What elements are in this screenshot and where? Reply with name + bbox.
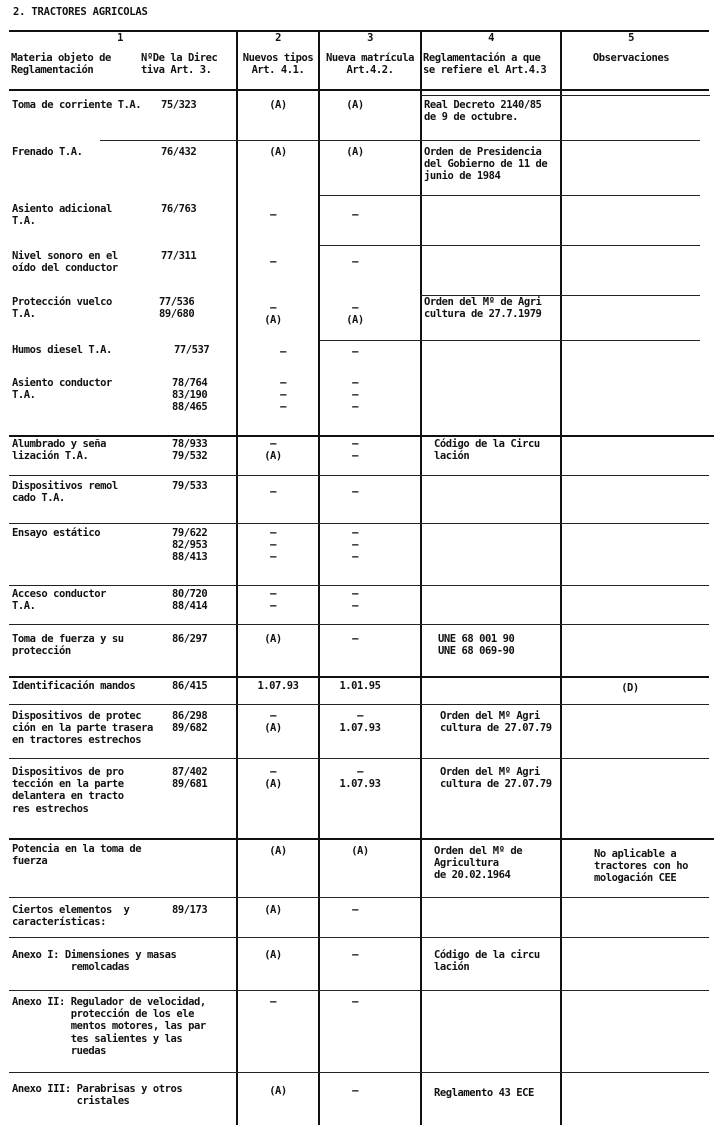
row-separator (9, 758, 709, 759)
nuevos-tipos-cell: – (270, 486, 276, 498)
nuevos-tipos-cell: (A) (264, 904, 282, 916)
materia-cell: Dispositivos de protec ción en la parte trasera en tractores estrechos (12, 710, 153, 747)
nuevos-tipos-cell: 1.07.93 (257, 680, 299, 692)
header-col5-number: 5 (628, 32, 634, 44)
reglamentacion-cell: Real Decreto 2140/85 de 9 de octubre. (424, 99, 542, 124)
reglamentacion-cell: Orden de Presidencia del Gobierno de 11 de junio de 1984 (424, 146, 548, 183)
materia-cell: Protección vuelco T.A. (12, 296, 112, 321)
materia-cell: Nivel sonoro en el oído del conductor (12, 250, 118, 275)
nuevos-tipos-cell: (A) (269, 845, 287, 857)
observaciones-cell: (D) (621, 682, 639, 694)
reglamentacion-cell: Orden del Mº de Agri cultura de 27.7.1979 (424, 296, 542, 321)
reglamentacion-cell: Orden del Mº Agri cultura de 27.07.79 (440, 710, 552, 735)
header-directiva: NºDe la Direc tiva Art. 3. (141, 52, 218, 77)
row-separator (9, 624, 709, 625)
nuevos-tipos-cell: – – (270, 588, 276, 613)
directiva-cell: 79/533 (172, 480, 208, 492)
materia-cell: Frenado T.A. (12, 146, 83, 158)
row-separator (9, 475, 709, 476)
nuevos-tipos-cell: – (280, 346, 286, 358)
header-col4-number: 4 (488, 32, 494, 44)
row-separator (320, 245, 700, 246)
row-separator (9, 897, 709, 898)
directiva-cell: 76/763 (161, 203, 197, 215)
directiva-cell: 86/298 89/682 (172, 710, 208, 735)
nueva-matricula-cell: – (352, 1085, 358, 1097)
nuevos-tipos-cell: (A) (264, 949, 282, 961)
materia-cell: Asiento adicional T.A. (12, 203, 112, 228)
header-observaciones: Observaciones (592, 52, 670, 64)
nueva-matricula-cell: – (352, 949, 358, 961)
materia-cell: Identificación mandos (12, 680, 136, 692)
nueva-matricula-cell: – 1.07.93 (339, 710, 381, 735)
row-separator (9, 676, 709, 678)
section-title: 2. TRACTORES AGRICOLAS (13, 6, 148, 18)
nuevos-tipos-cell: – (A) (264, 710, 282, 735)
nueva-matricula-cell: (A) (346, 146, 364, 158)
nuevos-tipos-cell: – (A) (264, 766, 282, 791)
materia-cell: Ensayo estático (12, 527, 101, 539)
materia-cell: Asiento conductor T.A. (12, 377, 112, 402)
materia-cell: Dispositivos remol cado T.A. (12, 480, 118, 505)
header-bottom-rule (9, 89, 709, 91)
materia-cell: Anexo I: Dimensiones y masas remolcadas (12, 949, 177, 974)
nuevos-tipos-cell: – (270, 256, 276, 268)
nueva-matricula-cell: – (352, 209, 358, 221)
nuevos-tipos-cell: – (A) (264, 438, 282, 463)
materia-cell: Alumbrado y seña lización T.A. (12, 438, 106, 463)
directiva-cell: 87/402 89/681 (172, 766, 208, 791)
nueva-matricula-cell: – (352, 486, 358, 498)
row-separator (9, 585, 709, 586)
header-col2-number: 2 (275, 32, 281, 44)
nueva-matricula-cell: 1.01.95 (339, 680, 381, 692)
nuevos-tipos-cell: – – – (270, 527, 276, 564)
nueva-matricula-cell: – (352, 256, 358, 268)
directiva-cell: 75/323 (161, 99, 197, 111)
directiva-cell: 79/622 82/953 88/413 (172, 527, 208, 564)
nueva-matricula-cell: – – (352, 438, 358, 463)
row-separator (320, 340, 700, 341)
materia-cell: Potencia en la toma de fuerza (12, 843, 142, 868)
reglamentacion-cell: UNE 68 001 90 UNE 68 069-90 (438, 633, 515, 658)
header-col3-number: 3 (367, 32, 373, 44)
nuevos-tipos-cell: (A) (269, 1085, 287, 1097)
header-materia: Materia objeto de Reglamentación (11, 52, 111, 77)
nuevos-tipos-cell: (A) (264, 633, 282, 645)
materia-cell: Anexo III: Parabrisas y otros cristales (12, 1083, 183, 1108)
row-separator (9, 523, 709, 524)
header-nueva-matricula: Nueva matrícula Art.4.2. (325, 52, 415, 77)
materia-cell: Ciertos elementos y características: (12, 904, 130, 929)
nueva-matricula-cell: – – – (352, 377, 358, 414)
directiva-cell: 86/297 (172, 633, 208, 645)
row-separator (9, 704, 709, 705)
reglamentacion-cell: Reglamento 43 ECE (434, 1087, 534, 1099)
nuevos-tipos-cell: – (270, 209, 276, 221)
nuevos-tipos-cell: (A) (269, 99, 287, 111)
nueva-matricula-cell: – (352, 633, 358, 645)
reglamentacion-cell: Orden del Mº Agri cultura de 27.07.79 (440, 766, 552, 791)
nueva-matricula-cell: (A) (351, 845, 369, 857)
nueva-matricula-cell: – (352, 996, 358, 1008)
nuevos-tipos-cell: (A) (269, 146, 287, 158)
materia-cell: Anexo II: Regulador de velocidad, protección de los ele mentos motores, las par tes salientes y las ruedas (12, 996, 206, 1057)
header-col1-number: 1 (117, 32, 123, 44)
directiva-cell: 86/415 (172, 680, 208, 692)
observaciones-cell: No aplicable a tractores con ho mologación CEE (594, 848, 688, 885)
row-separator (420, 95, 710, 96)
nueva-matricula-cell: – – (352, 588, 358, 613)
nueva-matricula-cell: – (352, 346, 358, 358)
nueva-matricula-cell: – (A) (346, 302, 364, 327)
nuevos-tipos-cell: – (270, 996, 276, 1008)
directiva-cell: 77/536 89/680 (159, 296, 195, 321)
materia-cell: Acceso conductor T.A. (12, 588, 106, 613)
row-separator (100, 140, 700, 141)
nuevos-tipos-cell: – – – (280, 377, 286, 414)
reglamentacion-cell: Código de la Circu lación (434, 438, 540, 463)
directiva-cell: 76/432 (161, 146, 197, 158)
directiva-cell: 80/720 88/414 (172, 588, 208, 613)
header-reglamentacion: Reglamentación a que se refiere el Art.4.3 (423, 52, 547, 77)
directiva-cell: 77/537 (174, 344, 210, 356)
nuevos-tipos-cell: – (A) (264, 302, 282, 327)
nueva-matricula-cell: – 1.07.93 (339, 766, 381, 791)
header-nuevos-tipos: Nuevos tipos Art. 4.1. (242, 52, 314, 77)
materia-cell: Dispositivos de pro tección en la parte delantera en tracto res estrechos (12, 766, 124, 815)
row-separator (320, 195, 700, 196)
nueva-matricula-cell: – (352, 904, 358, 916)
row-separator (9, 937, 709, 938)
materia-cell: Toma de fuerza y su protección (12, 633, 124, 658)
row-separator (9, 1072, 709, 1073)
nueva-matricula-cell: – – – (352, 527, 358, 564)
reglamentacion-cell: Código de la circu lación (434, 949, 540, 974)
reglamentacion-cell: Orden del Mº de Agricultura de 20.02.1964 (434, 845, 523, 882)
materia-cell: Toma de corriente T.A. (12, 99, 142, 111)
directiva-cell: 89/173 (172, 904, 208, 916)
nueva-matricula-cell: (A) (346, 99, 364, 111)
row-separator (9, 990, 709, 991)
directiva-cell: 77/311 (161, 250, 197, 262)
materia-cell: Humos diesel T.A. (12, 344, 112, 356)
row-separator (9, 435, 714, 437)
directiva-cell: 78/764 83/190 88/465 (172, 377, 208, 414)
directiva-cell: 78/933 79/532 (172, 438, 208, 463)
row-separator (9, 838, 714, 840)
